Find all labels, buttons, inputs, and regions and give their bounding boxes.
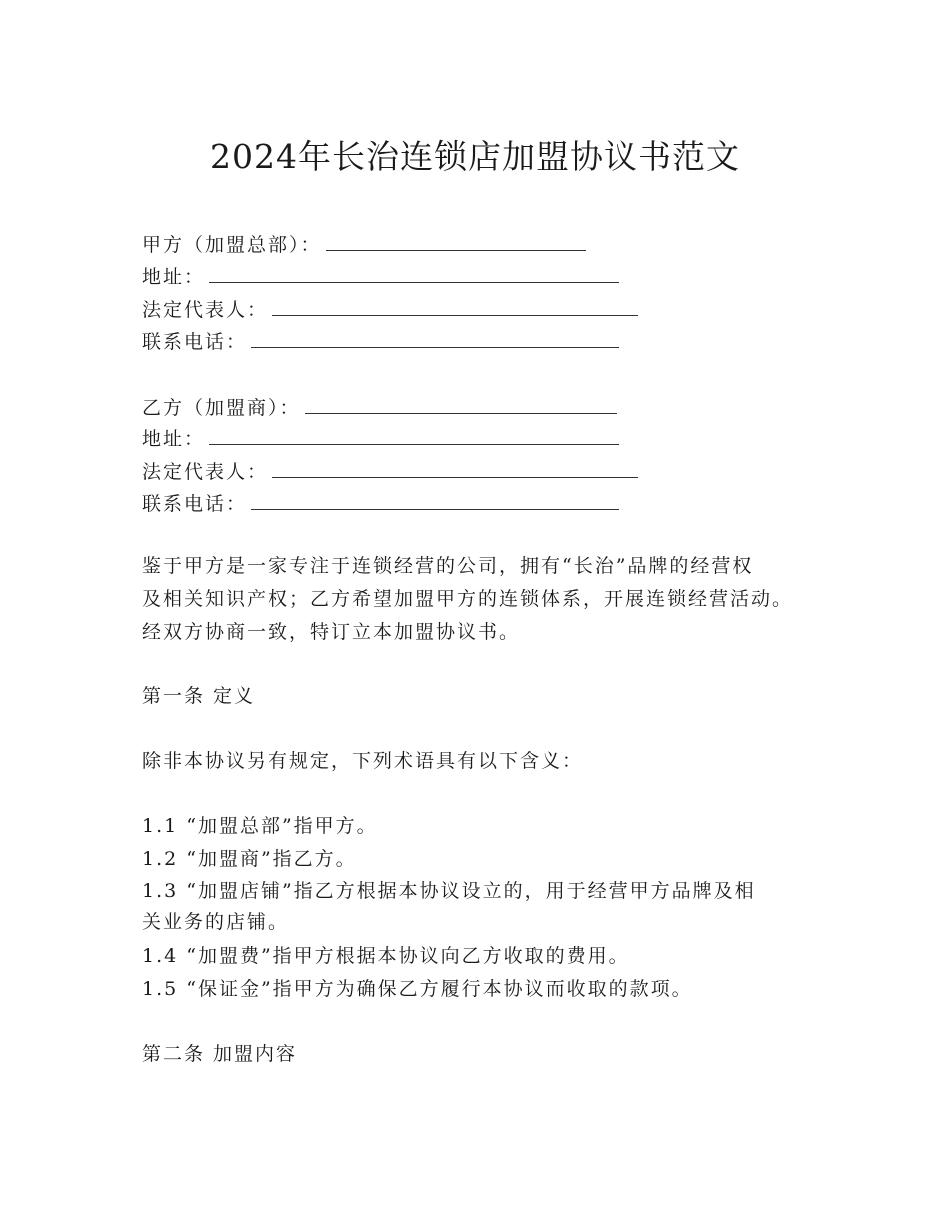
definition-item: 1.5 “保证金”指甲方为确保乙方履行本协议而收取的款项。 [142,978,693,1000]
definition-item: 1.4 “加盟费”指甲方根据本协议向乙方收取的费用。 [142,945,630,967]
party-b-address-label: 地址： [142,428,206,450]
party-b-rep-line [142,455,638,488]
party-a-phone-blank[interactable] [251,325,619,348]
party-a-phone-line [142,325,619,358]
party-a-rep-label: 法定代表人： [142,299,269,321]
party-a-phone-label: 联系电话： [142,331,248,353]
party-a-address-line [142,260,619,293]
party-b-phone-label: 联系电话： [142,493,248,515]
party-b-address-blank[interactable] [209,422,619,445]
party-b-phone-line [142,487,619,520]
article-1-heading: 第一条 定义 [142,685,256,707]
definition-item: 1.2 “加盟商”指乙方。 [142,848,357,870]
party-a-address-label: 地址： [142,266,206,288]
article-1-intro: 除非本协议另有规定，下列术语具有以下含义： [142,750,584,772]
party-a-rep-line [142,293,638,326]
party-b-rep-blank[interactable] [272,455,638,478]
party-b-address-line [142,422,619,455]
definition-item-continued: 关业务的店铺。 [142,911,290,933]
party-b-phone-blank[interactable] [251,487,619,510]
article-2-heading: 第二条 加盟内容 [142,1043,298,1065]
party-a-rep-blank[interactable] [272,293,638,316]
party-b-rep-label: 法定代表人： [142,461,269,483]
preamble-line-3: 经双方协商一致，特订立本加盟协议书。 [142,621,521,643]
document-title: 2024年长治连锁店加盟协议书范文 [210,137,740,176]
party-b-heading-line [142,391,617,424]
preamble-line-1: 鉴于甲方是一家专注于连锁经营的公司，拥有“长治”品牌的经营权 [142,555,754,577]
party-a-heading: 甲方（加盟总部）： [142,234,322,256]
party-b-name-blank[interactable] [305,391,617,414]
definition-item: 1.1 “加盟总部”指甲方。 [142,815,378,837]
party-a-address-blank[interactable] [209,260,619,283]
preamble-line-2: 及相关知识产权；乙方希望加盟甲方的连锁体系，开展连锁经营活动。 [142,588,794,610]
party-b-heading: 乙方（加盟商）： [142,397,301,419]
definition-item: 1.3 “加盟店铺”指乙方根据本协议设立的，用于经营甲方品牌及相 [142,880,756,902]
party-a-heading-line [142,228,586,261]
party-a-name-blank[interactable] [326,228,586,251]
